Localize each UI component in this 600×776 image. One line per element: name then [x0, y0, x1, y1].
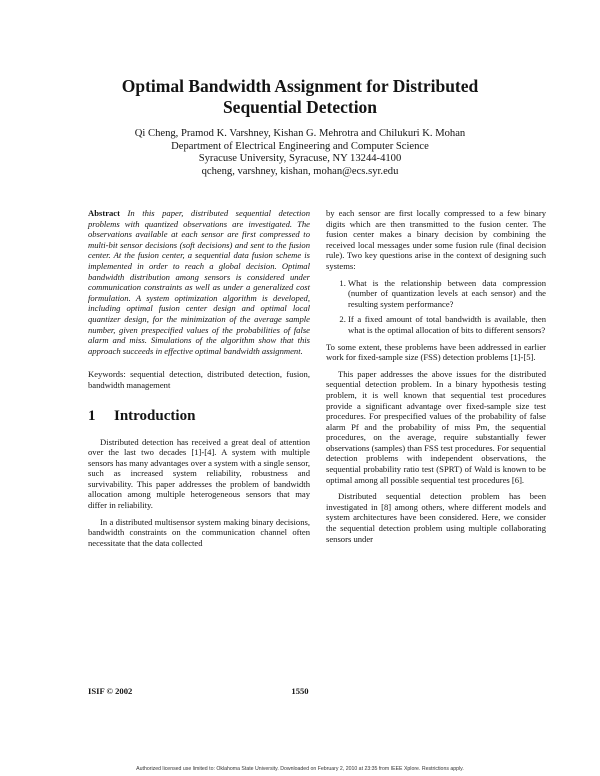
intro-paragraph-2: In a distributed multisensor system making binary decisions, bandwidth constraints on the communication channel often necessitate that the data collected — [88, 516, 310, 548]
abstract-label: Abstract — [88, 208, 120, 218]
intro-paragraph-1: Distributed detection has received a great deal of attention over the last two decades [1]-[4]. A system with multiple sensors has many advantages over a system with a single sensor, such as increased system reliability, robustness and survivability. This paper addresses the problem of bandwidth allocation among multiple heterogeneous sensors that may differ in reliability. — [88, 436, 310, 511]
list-item: 2. If a fixed amount of total bandwidth is available, then what is the optimal allocation of bits to different sensors? — [348, 314, 546, 335]
right-paragraph-3: This paper addresses the above issues for the distributed sequential detection problem. In a binary hypothesis testing problem, it is well known that sequential test procedures provide a significant advantage over fixed-sample size test procedures. For prespecified values of the probability of false alarm Pf and the probability of miss Pm, the sequential procedures, on the average, require substantially fewer observations (samples) than FSS test procedures. For sequential detection problems with independent observations, the sequential probability ratio test (SPRT) of Wald is known to be optimal among all possible sequential test procedures [6]. — [326, 368, 546, 485]
title-line-1: Optimal Bandwidth Assignment for Distributed — [121, 76, 479, 96]
copyright-footer: ISIF © 2002 — [88, 686, 133, 696]
right-column — [326, 208, 546, 550]
right-paragraph-1: by each sensor are first locally compressed to a few binary digits which are then transmitted to the fusion center. The fusion center makes a binary decision by combining the received local messages under some fusion rule (final decision rule). Two key questions arise in the context of designing such systems: — [326, 208, 546, 271]
abstract — [88, 208, 310, 356]
section-title: Introduction — [114, 407, 196, 424]
list-item: 1. What is the relationship between data compression (number of quantization levels at each sensor) and the resulting system performance? — [348, 278, 546, 310]
title-line-2: Sequential Detection — [222, 97, 378, 117]
author-block — [0, 128, 600, 178]
emails: qcheng, varshney, kishan, mohan@ecs.syr.edu — [201, 165, 399, 177]
page-number: 1550 — [291, 686, 309, 696]
paper-title — [0, 76, 600, 118]
right-paragraph-4: Distributed sequential detection problem has been investigated in [8] among others, where different models and system architectures have been considered. Here, we consider the sequential detection problem using multiple collaborating sensors under — [326, 491, 546, 544]
university: Syracuse University, Syracuse, NY 13244-4100 — [198, 153, 402, 165]
right-paragraph-2: To some extent, these problems have been addressed in earlier work for fixed-sample size (FSS) detection problems [1]-[5]. — [326, 341, 546, 363]
keywords: Keywords: sequential detection, distributed detection, fusion, bandwidth management — [88, 369, 310, 390]
question-list — [326, 278, 546, 336]
abstract-text: In this paper, distributed sequential detection problems with quantized observations are investigated. The observations available at each sensor are first compressed to multi-bit sensor decisions (soft decisions) and sent to the fusion center. At the fusion center, a sequential data fusion scheme is implemented in order to reach a global decision. Optimal bandwidth distribution among sensors is considered under communication constraints as well as under a generalized cost formulation. A system optimization algorithm is developed, including optimal fusion center design and optimal local quantizer design, for the minimization of the average sample number, given prespecified values of the probabilities of false alarm and miss. Simulations of the algorithm show that this approach succeeds in effective optimal bandwidth assignment. — [88, 208, 311, 356]
authors: Qi Cheng, Pramod K. Varshney, Kishan G. Mehrotra and Chilukuri K. Mohan — [134, 128, 466, 139]
section-heading — [88, 407, 310, 425]
left-column — [88, 208, 310, 554]
department: Department of Electrical Engineering and Computer Science — [171, 140, 429, 152]
license-notice: Authorized licensed use limited to: Oklahoma State University. Downloaded on February 2, 2010 at 23:35 from IEEE Xplore. Restrictions apply. — [136, 766, 464, 772]
section-number: 1 — [88, 407, 96, 424]
